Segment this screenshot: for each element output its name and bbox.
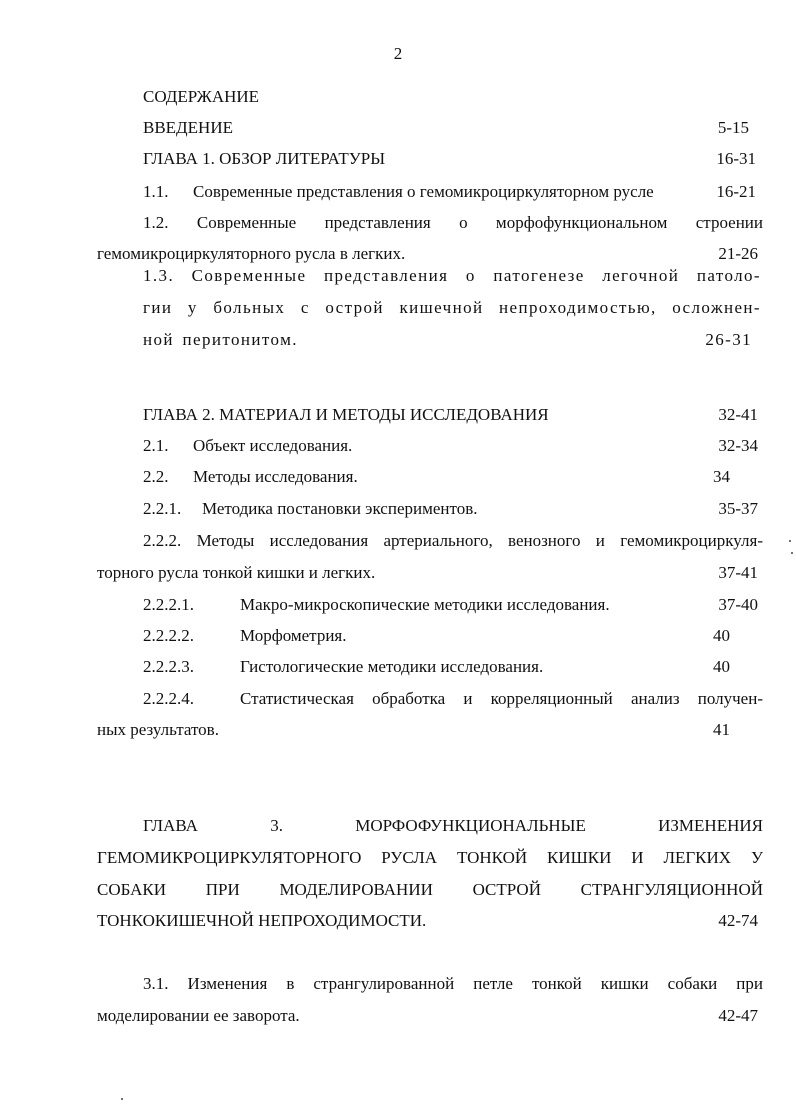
toc-s2-2-1-number: 2.2.1. bbox=[143, 499, 182, 518]
toc-chapter2-pages: 32-41 bbox=[718, 405, 758, 424]
toc-chapter3-word-number: 3. bbox=[270, 816, 283, 835]
toc-s2-2-2-4-pages: 41 bbox=[713, 720, 730, 739]
toc-s1-3-line1: 1.3. Современные представления о патогенезе легочной патоло- bbox=[143, 266, 761, 285]
page-number: 2 bbox=[393, 44, 403, 63]
toc-s3-1-line1: 3.1. Изменения в странгулированной петле тонкой кишки собаки при bbox=[143, 974, 763, 993]
toc-chapter2-title: ГЛАВА 2. МАТЕРИАЛ И МЕТОДЫ ИССЛЕДОВАНИЯ bbox=[143, 405, 549, 424]
toc-s2-2-2-1-title: Макро-микроскопические методики исследования. bbox=[240, 595, 610, 614]
toc-intro-title: ВВЕДЕНИЕ bbox=[143, 118, 233, 137]
toc-s2-2-title: Методы исследования. bbox=[193, 467, 358, 486]
toc-s1-3-line3: ной перитонитом. bbox=[143, 330, 298, 349]
toc-s2-2-2-1-pages: 37-40 bbox=[718, 595, 758, 614]
toc-s1-1-pages: 16-21 bbox=[716, 182, 756, 201]
toc-s2-2-2-line2: торного русла тонкой кишки и легких. bbox=[97, 563, 376, 582]
toc-chapter3-word-changes: ИЗМЕНЕНИЯ bbox=[658, 816, 763, 835]
toc-s2-2-pages: 34 bbox=[713, 467, 730, 486]
toc-intro-pages: 5-15 bbox=[717, 118, 749, 137]
toc-s1-3-line2: гии у больных с острой кишечной непроходимостью, осложнен- bbox=[143, 298, 761, 317]
toc-chapter1-title: ГЛАВА 1. ОБЗОР ЛИТЕРАТУРЫ bbox=[143, 149, 386, 168]
toc-s2-2-1-title: Методика постановки экспериментов. bbox=[202, 499, 478, 518]
toc-chapter3-line4: ТОНКОКИШЕЧНОЙ НЕПРОХОДИМОСТИ. bbox=[97, 911, 427, 930]
toc-heading: СОДЕРЖАНИЕ bbox=[143, 87, 260, 106]
toc-chapter3-line1 bbox=[143, 816, 763, 836]
toc-s2-2-2-2-number: 2.2.2.2. bbox=[143, 626, 194, 645]
toc-chapter1-pages: 16-31 bbox=[716, 149, 756, 168]
toc-s1-1-title: Современные представления о гемомикроциркуляторном русле bbox=[193, 182, 654, 201]
toc-s2-2-2-line1: 2.2.2. Методы исследования артериального, венозного и гемомикроциркуля- bbox=[143, 531, 763, 550]
toc-s2-2-2-3-pages: 40 bbox=[713, 657, 730, 676]
toc-s2-1-number: 2.1. bbox=[143, 436, 169, 455]
scan-speck bbox=[791, 552, 793, 554]
toc-s1-2-line2: гемомикроциркуляторного русла в легких. bbox=[97, 244, 406, 263]
toc-s2-2-2-3-number: 2.2.2.3. bbox=[143, 657, 194, 676]
toc-s2-1-title: Объект исследования. bbox=[193, 436, 353, 455]
toc-s2-2-2-2-pages: 40 bbox=[713, 626, 730, 645]
toc-s2-2-2-pages: 37-41 bbox=[718, 563, 758, 582]
toc-s3-1-line2: моделировании ее заворота. bbox=[97, 1006, 300, 1025]
toc-s2-2-2-3-title: Гистологические методики исследования. bbox=[240, 657, 544, 676]
toc-chapter3-pages: 42-74 bbox=[718, 911, 758, 930]
scan-speck bbox=[121, 1098, 123, 1100]
toc-s2-2-1-pages: 35-37 bbox=[718, 499, 758, 518]
toc-s2-2-number: 2.2. bbox=[143, 467, 169, 486]
toc-s2-2-2-2-title: Морфометрия. bbox=[240, 626, 347, 645]
scan-speck bbox=[789, 540, 791, 542]
toc-s2-2-2-4-number: 2.2.2.4. bbox=[143, 689, 194, 708]
toc-s3-1-pages: 42-47 bbox=[718, 1006, 758, 1025]
toc-s1-2-line1: 1.2. Современные представления о морфофункциональном строении bbox=[143, 213, 763, 232]
toc-s1-2-pages: 21-26 bbox=[718, 244, 758, 263]
toc-chapter3-line3: СОБАКИ ПРИ МОДЕЛИРОВАНИИ ОСТРОЙ СТРАНГУЛЯЦИОННОЙ bbox=[97, 880, 763, 899]
toc-chapter3-word-chapter: ГЛАВА bbox=[143, 816, 198, 835]
toc-s2-2-2-1-number: 2.2.2.1. bbox=[143, 595, 194, 614]
toc-s1-3-pages: 26-31 bbox=[705, 330, 752, 349]
toc-chapter3-word-morph: МОРФОФУНКЦИОНАЛЬНЫЕ bbox=[355, 816, 586, 835]
toc-s2-2-2-4-line1: Статистическая обработка и корреляционный анализ получен- bbox=[240, 689, 763, 708]
toc-s1-1-number: 1.1. bbox=[143, 182, 169, 201]
toc-s2-1-pages: 32-34 bbox=[718, 436, 758, 455]
toc-chapter3-line2: ГЕМОМИКРОЦИРКУЛЯТОРНОГО РУСЛА ТОНКОЙ КИШКИ И ЛЕГКИХ У bbox=[97, 848, 763, 867]
toc-s2-2-2-4-line2: ных результатов. bbox=[97, 720, 219, 739]
